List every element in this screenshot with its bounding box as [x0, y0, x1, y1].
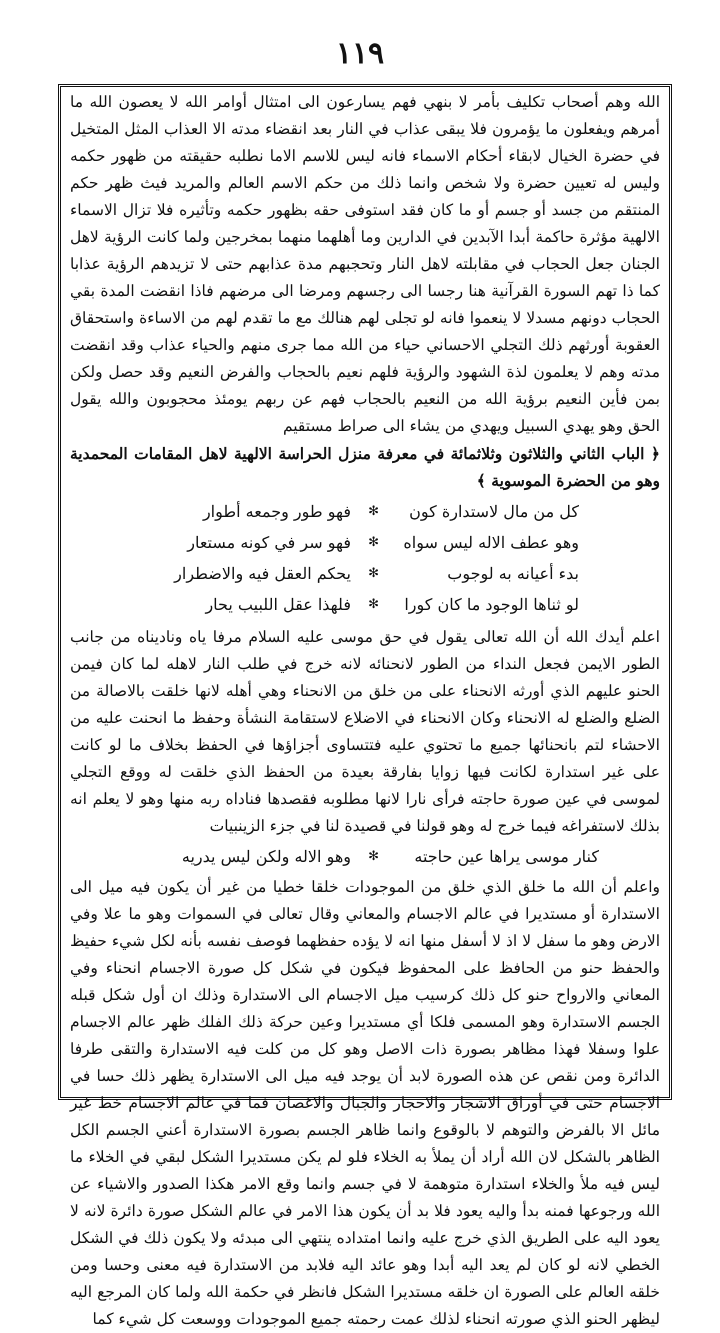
poem-2 — [70, 842, 660, 870]
verse-second-hemistich: فهو سر في كونه مستعار — [187, 533, 351, 552]
poem-1 — [70, 496, 660, 620]
verse-first-hemistich: لو ثناها الوجود ما كان كورا — [404, 595, 579, 614]
chapter-heading: ﴿ الباب الثاني والثلاثون وثلاثمائة في معرفة منزل الحراسة الالهية لاهل المقامات المحمدية وهو من الحضرة الموسوية ﴾ — [70, 444, 660, 490]
verse-first-hemistich: كل من مال لاستدارة كون — [409, 502, 579, 521]
verse-second-hemistich: فلهذا عقل اللبيب يحار — [205, 595, 351, 614]
verse-separator-icon: ✻ — [368, 566, 379, 581]
paragraph-1: الله وهم أصحاب تكليف بأمر لا بنهي فهم يسارعون الى امتثال أوامر الله لا يعصون الله ما أمرهم ويفعلون ما يؤمرون فلا يبقى عذاب في النار بعد انقضاء مدته الا العذاب المثل المتخيل في حضرة الخيال لابقاء أحكام الاسماء فانه ليس للاسم الاما نطلبه حقيقته من ظهور حكمه وليس له تعيين حضرة ولا شخص وانما ذلك من حكم الاسم العالم والمريد فيث ظهر حكم المنتقم من جسد أو جسم أو ما كان فقد استوفى حقه بظهور حكمه وتأثيره فلا تزال الاسماء الالهية مؤثرة حاكمة أبدا الآبدين في الدارين وما أهلهما منهما بمخرجين ولما كانت الرؤية لاهل الجنان جعل الحجاب في مقابلته لاهل النار وتحجبهم مدة عذابهم حتى لا تزيدهم الرؤية عذابا كما ذا تهم السورة القرآنية هنا رجسا الى رجسهم ومرضا الى مرضهم فاذا انقضت المدة بقي الحجاب دونهم مسدلا لا ينعموا فانه لو تجلى لهم هنالك مع ما تقدم لهم من الاساءة واستحقاق العقوبة أورثهم ذلك التجلي الاحساني حياء من الله مما جرى منهم والحياء عذاب وقد انقضت مدته وهم لا يعلمون لذة الشهود والرؤية فلهم نعيم بالحجاب والفرض النعيم وقد حصل ولكن بمن فأين النعيم برؤية الله من النعيم بالحجاب فهم عن ربهم يومئذ محجوبون والله يقول الحق وهو يهدي السبيل ويهدي من يشاء الى صراط مستقيم — [70, 93, 660, 435]
verse-first-hemistich: وهو عطف الاله ليس سواه — [403, 533, 579, 552]
text-block — [61, 87, 669, 1333]
verse-separator-icon: ✻ — [368, 504, 379, 519]
page-frame — [58, 84, 672, 1328]
paragraph-3: واعلم أن الله ما خلق الذي خلق من الموجودات خلقا خطيا من غير أن يكون فيه ميل الى الاستدارة أو مستديرا في عالم الاجسام والمعاني وقال تعالى في السموات وهو ما علا وفي الارض وهو ما سفل لا اذ لا أسفل منها انه لا يؤده حفظهما فوصف نفسه بأنه لكل شيء حفيظ والحفظ حنو من الحافظ على المحفوظ فيكون في شكل كل صورة الاجسام انحناء وفي المعاني والارواح حنو كل ذلك كرسيب ميل الاجسام الى الاستدارة وذلك ان أول شكل قبله الجسم الاستدارة وهو المسمى فلكا أي مستديرا وعين حركة ذلك الفلك ظهر عالم الاجسام علوا وسفلا فهذا مظاهر بصورة ذات الاصل وهو كل من كلت فيه الاستدارة والتقى طرفا الدائرة ومن نقص عن هذه الصورة لابد أن يوجد فيه ميل الى الاستدارة يظهر ذلك حسا في الاجسام حتى في أوراق الاشجار والاحجار والجبال والاغصان فما في عالم الاجسام خط غير مائل الا بالفرض والتوهم لا بالوقوع وانما ظاهر الجسم بصورة الاستدارة أعني الجسم الكل الظاهر بالشكل لان الله أراد أن يملأ به الخلاء فلو لم يكن مستديرا الشكل لبقي في الخلاء ما ليس فيه ملأ والخلاء استدارة متوهمة لا في جسم وانما وقع الامر هكذا الصدور والاشياء عن الله ورجوعها فمنه بدأ واليه يعود فلا بد أن يكون هذا الامر في عالم الشكل صورة دائرة لانه لا يعود اليه على الطريق الذي خرج عليه وانما امتداده ينتهي الى مبدئه ولا يكون ذلك في الشكل الخطي لانه لو كان لم يعد اليه أبدا وهو عائد اليه فلابد من الاستدارة فيه معنى وحسا ومن خلقه العالم على الصورة ان خلقه مستديرا الشكل فانظر في حكمة الله ولما كان المرجع اليه ليظهر الحنو الذي صورته انحناء لذلك عمت رحمته جميع الموجودات ووسعت كل شيء كما — [70, 878, 660, 1328]
verse-second-hemistich: يحكم العقل فيه والاضطرار — [174, 564, 351, 583]
verse-separator-icon: ✻ — [368, 597, 379, 612]
verse — [70, 527, 660, 558]
verse — [70, 589, 660, 620]
verse-separator-icon: ✻ — [368, 535, 379, 550]
verse — [70, 558, 660, 589]
verse — [70, 842, 660, 870]
verse-first-hemistich: كنار موسى يراها عين حاجته — [414, 846, 599, 866]
page-number: ١١٩ — [335, 36, 385, 71]
verse-first-hemistich: بدء أعيانه به لوجوب — [447, 564, 579, 583]
verse-second-hemistich: فهو طور وجمعه أطوار — [202, 502, 351, 521]
verse-second-hemistich: وهو الاله ولكن ليس يدريه — [181, 846, 351, 866]
paragraph-2: اعلم أيدك الله أن الله تعالى يقول في حق موسى عليه السلام مرفا ياه وناديناه من جانب الطور الايمن فجعل النداء من الطور لانحنائه لانه خرج في طلب النار لاهله لما كان فيمن الحنو عليهم الذي أورثه الانحناء على من خلق من الانحناء وهي أهله لانها خلقت بالاصالة من الضلع والضلع له الانحناء وكان الانحناء في الاضلاع لاستقامة النشأة وحفظ ما انحنت عليه من الاحشاء لتم بانحنائها جميع ما تحتوي عليه فتتساوى أجزاؤها في الحفظ بخلاف ما لو كانت على غير استدارة لكانت فيها زوايا بفارقة بعيدة من الحفظ الذي خلقت له ووقع التجلي لموسى في عين صورة حاجته فرأى نارا لانها مطلوبه فقصدها فناداه ربه منها وهو لا يعلم انه بذلك لاستفراغه فيما خرج له وهو قولنا في قصيدة لنا في جزء الزينبيات — [70, 628, 660, 835]
verse — [70, 496, 660, 527]
verse-separator-icon: ✻ — [368, 848, 379, 864]
